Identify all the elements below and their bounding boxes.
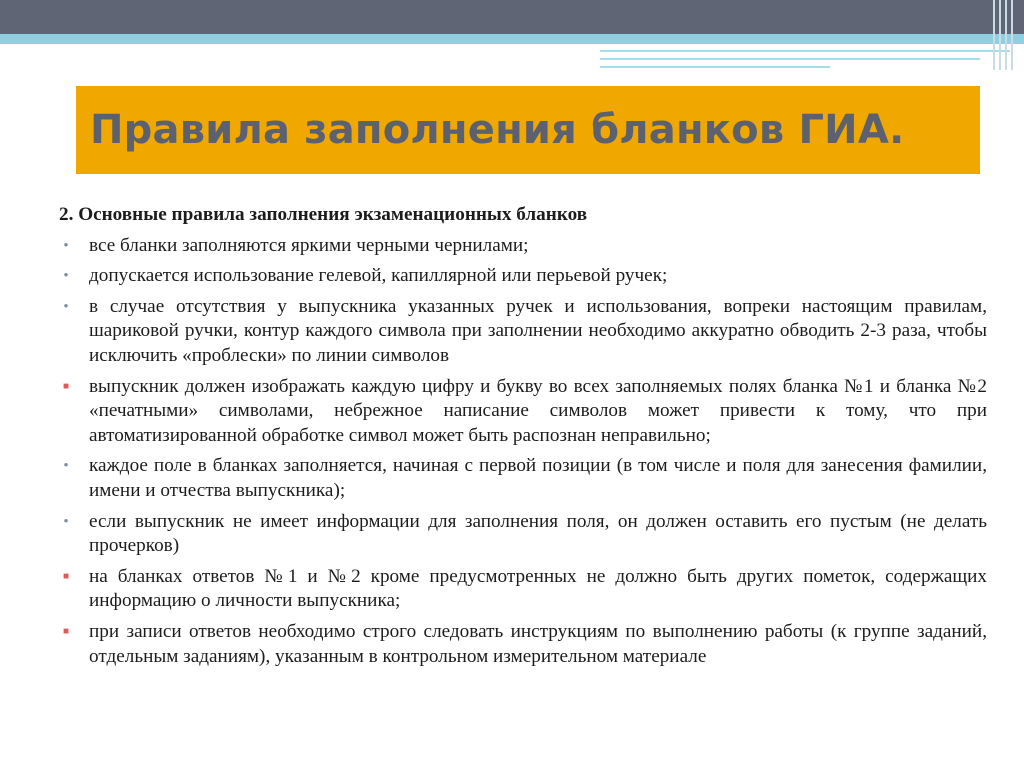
bullet-square-icon: ■ bbox=[62, 570, 70, 582]
list-item-text: если выпускник не имеет информации для заполнения поля, он должен оставить его пустым (не делать прочерков) bbox=[89, 510, 987, 557]
slide-content bbox=[59, 203, 987, 675]
list-item bbox=[59, 375, 987, 449]
bullet-dot-icon: • bbox=[63, 458, 69, 475]
bullet-dot-icon: • bbox=[63, 513, 69, 530]
bullet-square-icon: ■ bbox=[62, 625, 70, 637]
rules-list bbox=[59, 234, 987, 670]
corner-lines-decor bbox=[992, 0, 1016, 70]
accent-line-2 bbox=[600, 58, 980, 60]
top-decor-bar bbox=[0, 0, 1024, 34]
accent-stripe bbox=[0, 34, 1024, 44]
list-item-text: выпускник должен изображать каждую цифру и букву во всех заполняемых полях бланка №1 и бланка №2 «печатными» символами, небрежное написание символов может привести к тому, что при автоматизированной обработке символ может быть распознан неправильно; bbox=[89, 375, 987, 446]
list-item-text: на бланках ответов №1 и №2 кроме предусмотренных не должно быть других пометок, содержащих информацию о личности выпускника; bbox=[89, 565, 987, 612]
section-subheading: 2. Основные правила заполнения экзаменационных бланков bbox=[59, 204, 588, 225]
slide-title: Правила заполнения бланков ГИА. bbox=[90, 107, 905, 153]
accent-line-1 bbox=[600, 50, 1010, 52]
list-item bbox=[59, 234, 987, 259]
list-item-text: в случае отсутствия у выпускника указанных ручек и использования, вопреки настоящим правилам, шариковой ручки, контур каждого символа при заполнении необходимо аккуратно обводить 2-3 раза, чтобы исключить «проблески» по линии символов bbox=[89, 295, 987, 366]
list-item bbox=[59, 454, 987, 503]
list-item bbox=[59, 565, 987, 614]
bullet-dot-icon: • bbox=[63, 298, 69, 315]
bullet-dot-icon: • bbox=[63, 268, 69, 285]
list-item bbox=[59, 510, 987, 559]
bullet-square-icon: ■ bbox=[62, 380, 70, 392]
title-box bbox=[76, 86, 980, 174]
bullet-dot-icon: • bbox=[63, 237, 69, 254]
list-item-text: каждое поле в бланках заполняется, начиная с первой позиции (в том числе и поля для занесения фамилии, имени и отчества выпускника); bbox=[89, 455, 987, 501]
accent-line-3 bbox=[600, 66, 830, 68]
list-item bbox=[59, 264, 987, 289]
list-item-text: все бланки заполняются яркими черными чернилами; bbox=[89, 234, 529, 256]
list-item bbox=[59, 620, 987, 669]
list-item-text: при записи ответов необходимо строго следовать инструкциям по выполнению работы (к группе заданий, отдельным заданиям), указанным в контрольном измерительном материале bbox=[89, 620, 987, 667]
list-item-text: допускается использование гелевой, капиллярной или перьевой ручек; bbox=[89, 265, 668, 287]
list-item bbox=[59, 295, 987, 369]
